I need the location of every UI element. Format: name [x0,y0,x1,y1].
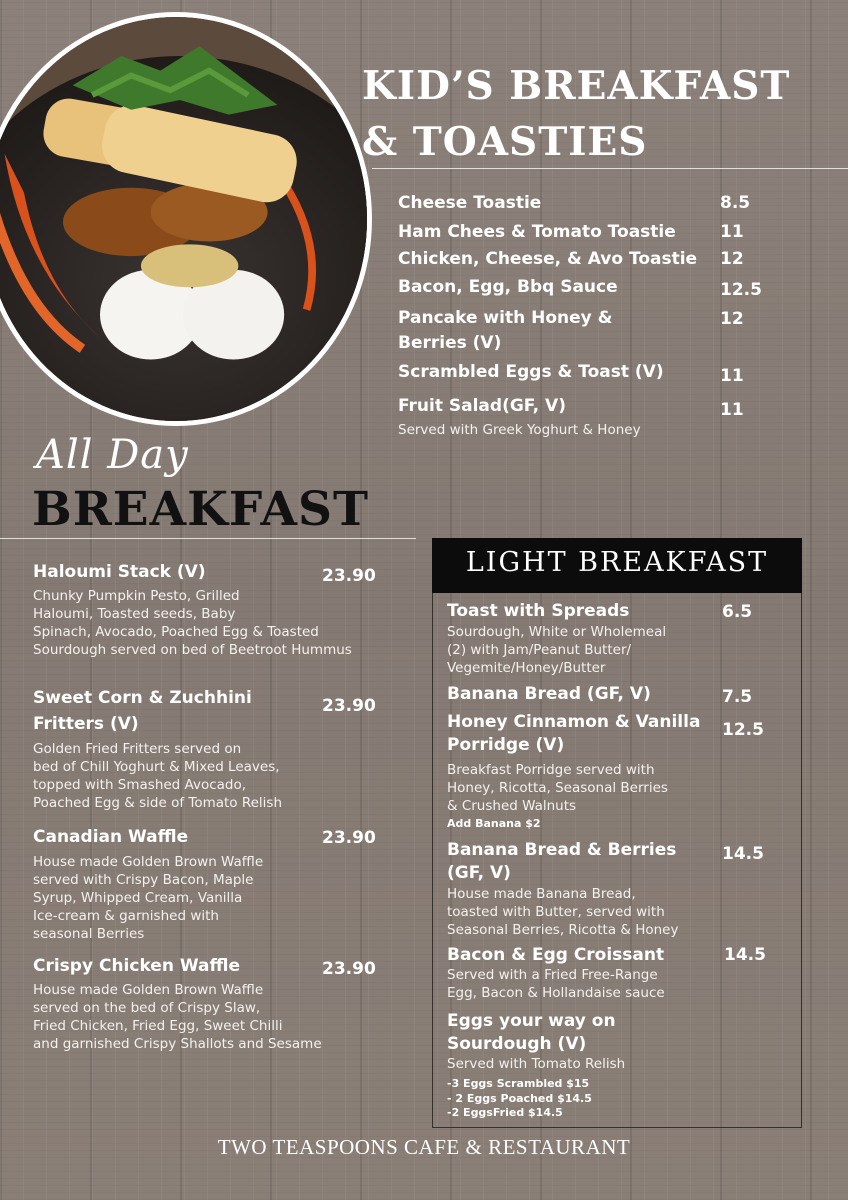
kids-item-price: 11 [720,222,744,242]
kids-divider [372,168,848,169]
breakfast-item-price: 23.90 [322,566,376,586]
light-item-price: 7.5 [722,687,753,707]
kids-item-name: Chicken, Cheese, & Avo Toastie [398,249,698,269]
breakfast-divider [0,538,416,539]
breakfast-item-desc: Golden Fried Fritters served on bed of Chill Yoghurt & Mixed Leaves, topped with Smashed Avocado, Poached Egg & side of Tomato Relish [33,741,283,811]
kids-item-name: Scrambled Eggs & Toast (V) [398,362,664,382]
breakfast-item-name: Canadian Waffle [33,827,189,847]
light-item-name: Banana Bread (GF, V) [447,684,651,704]
light-item-desc: Served with Tomato Relish [447,1056,626,1072]
kids-title-line1: KID’S BREAKFAST [362,63,791,109]
restaurant-name-footer: TWO TEASPOONS CAFE & RESTAURANT [217,1135,631,1159]
kids-item-name: Ham Chees & Tomato Toastie [398,222,676,242]
breakfast-title: BREAKFAST [32,482,369,537]
light-item-name-line1: Eggs your way on [447,1011,616,1031]
kids-item-price: 8.5 [720,193,751,213]
light-breakfast-title: LIGHT BREAKFAST [432,538,802,593]
light-item-extra: Add Banana $2 [447,817,541,830]
light-item-name: Toast with Spreads [447,601,630,621]
breakfast-item-desc: House made Golden Brown Waffle served with Crispy Bacon, Maple Syrup, Whipped Cream, Vanilla Ice-cream & garnished with seasonal Berries [33,854,264,942]
all-day-script-title: All Day [36,432,189,478]
light-item-name-line1: Banana Bread & Berries [447,840,677,860]
light-item-name-line1: Honey Cinnamon & Vanilla [447,712,701,732]
kids-item-name-line1: Pancake with Honey & [398,308,613,328]
kids-item-price: 12 [720,249,744,269]
kids-item-price: 11 [720,400,744,420]
light-item-desc: House made Banana Bread, toasted with Butter, served with Seasonal Berries, Ricotta & Honey [447,886,679,938]
light-item-name-line2: Porridge (V) [447,735,565,755]
kids-item-price: 12 [720,309,744,329]
kids-item-name: Bacon, Egg, Bbq Sauce [398,277,618,297]
kids-item-price: 11 [720,366,744,386]
light-item-name-line2: (GF, V) [447,863,511,883]
kids-title-line2: & TOASTIES [362,119,648,165]
light-item-price: 6.5 [722,602,753,622]
light-item-price: 14.5 [724,945,766,965]
breakfast-item-desc: House made Golden Brown Waffle served on the bed of Crispy Slaw, Fried Chicken, Fried Egg, Sweet Chilli and garnished Crispy Shallots and Sesame [33,982,322,1052]
breakfast-item-name-line2: Fritters (V) [33,714,139,734]
light-item-desc: Served with a Fried Free-Range Egg, Bacon & Hollandaise sauce [447,967,665,1001]
kids-item-name: Cheese Toastie [398,193,542,213]
light-item-name-line2: Sourdough (V) [447,1034,587,1054]
dish-photo [0,12,372,426]
light-item-desc: Sourdough, White or Wholemeal (2) with Jam/Peanut Butter/ Vegemite/Honey/Butter [447,624,667,676]
breakfast-item-name: Crispy Chicken Waffle [33,956,240,976]
breakfast-item-name: Haloumi Stack (V) [33,562,206,582]
light-item-desc: Breakfast Porridge served with Honey, Ricotta, Seasonal Berries & Crushed Walnuts [447,762,668,814]
kids-item-name: Fruit Salad(GF, V) [398,396,566,416]
breakfast-item-desc: Chunky Pumpkin Pesto, Grilled Haloumi, Toasted seeds, Baby Spinach, Avocado, Poached Egg & Toasted Sourdough served on bed of Beetroot Hummus [33,588,352,658]
light-item-name: Bacon & Egg Croissant [447,945,665,965]
kids-section-title [362,58,832,170]
kids-item-desc: Served with Greek Yoghurt & Honey [398,422,641,438]
breakfast-item-name-line1: Sweet Corn & Zuchhini [33,688,252,708]
breakfast-item-price: 23.90 [322,959,376,979]
light-item-options: -3 Eggs Scrambled $15 - 2 Eggs Poached $14.5 -2 EggsFried $14.5 [447,1077,592,1119]
breakfast-item-price: 23.90 [322,696,376,716]
light-item-price: 14.5 [722,844,764,864]
kids-item-price: 12.5 [720,280,762,300]
light-item-price: 12.5 [722,720,764,740]
kids-item-name-line2: Berries (V) [398,333,502,353]
breakfast-item-price: 23.90 [322,828,376,848]
